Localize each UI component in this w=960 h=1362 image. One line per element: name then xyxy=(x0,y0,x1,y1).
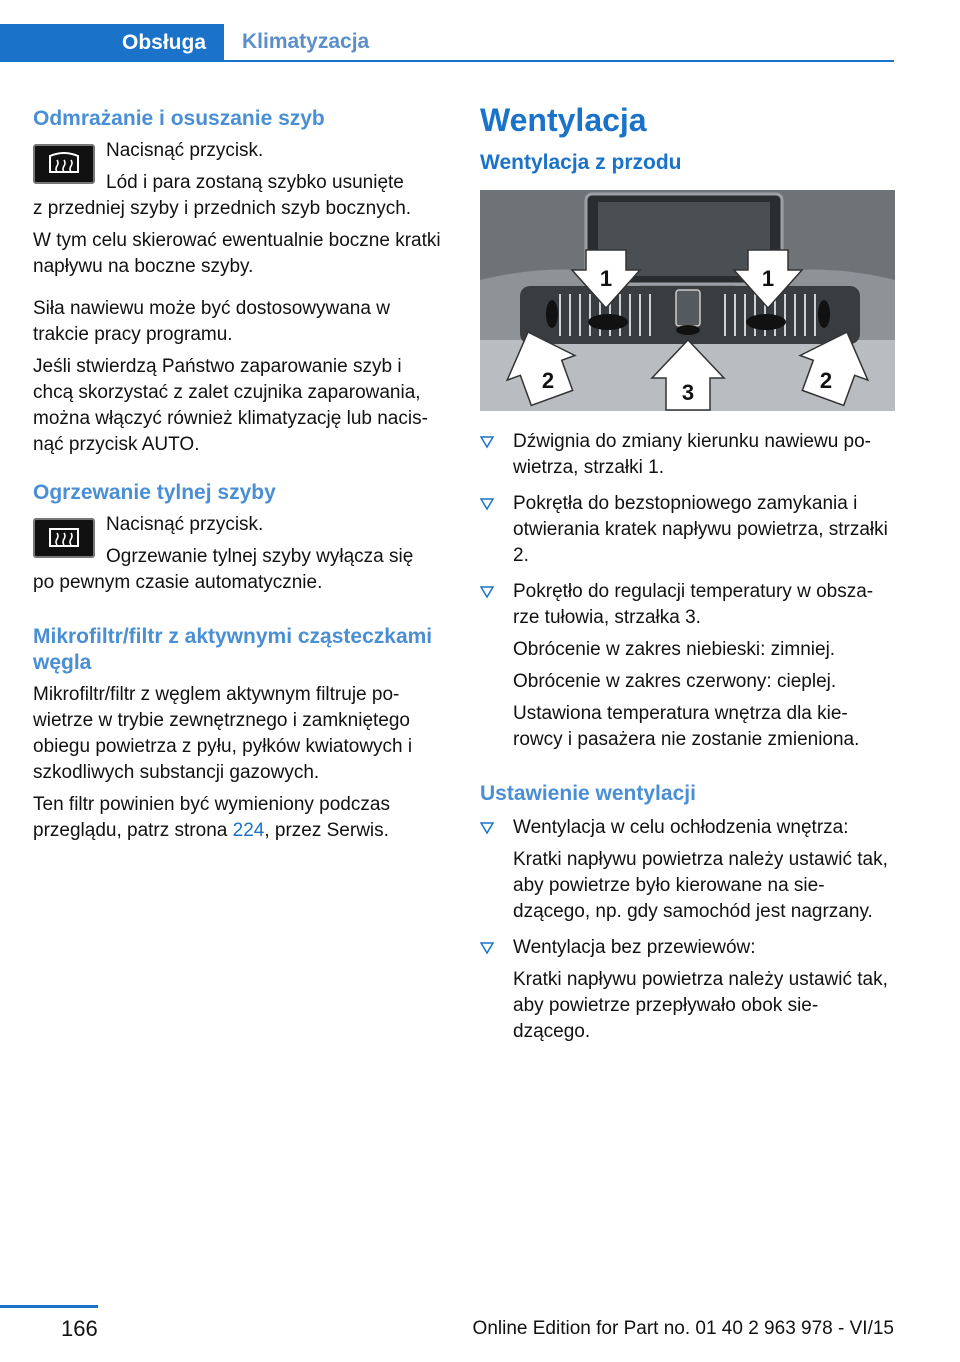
ventilation-title: Wentylacja xyxy=(480,102,647,138)
list1-sub-3: Ustawiona temperatura wnętrza dla kie‐rowcy i pasażera nie zostanie zmieniona. xyxy=(513,703,860,750)
list2-item-2-sub: Kratki napływu powietrza należy ustawić tak, aby powietrze przepływało obok sie‐dzącego. xyxy=(513,969,888,1042)
defrost-button-row xyxy=(33,138,445,196)
bullet-triangle-icon xyxy=(480,435,494,449)
arrow-label-2a: 2 xyxy=(541,368,555,393)
filter-p2-text-end: , przez Serwis. xyxy=(264,820,389,841)
rear-p2b: po pewnym czasie automatycznie. xyxy=(33,572,323,593)
rear-p2a: Ogrzewanie tylnej szyby wyłącza się xyxy=(106,546,414,567)
filter-p2-text: Ten filtr powinien być wymieniony podczas przeglądu, patrz strona xyxy=(33,794,390,841)
list1-sub-2: Obrócenie w zakres czerwony: cieplej. xyxy=(513,671,837,692)
filter-p2 xyxy=(33,792,445,844)
list-item xyxy=(480,935,895,1045)
list2-item-2: Wentylacja bez przewiewów: xyxy=(513,937,756,958)
list1-item-3: Pokrętło do regulacji temperatury w obsza‐rze tułowia, strzałka 3. xyxy=(513,581,874,628)
defrost-p2a: Lód i para zostaną szybko usunięte xyxy=(106,172,404,193)
defrost-p1: Nacisnąć przycisk. xyxy=(106,140,264,161)
list-item xyxy=(480,815,895,925)
list1-item-2: Pokrętła do bezstopniowego zamykania i otwierania kratek napływu powietrza, strzałki 2. xyxy=(513,493,888,566)
footer-accent-bar xyxy=(0,1305,98,1308)
bullet-triangle-icon xyxy=(480,497,494,511)
vent-controls-list xyxy=(480,429,895,631)
left-column xyxy=(33,100,445,844)
page-number: 166 xyxy=(61,1316,98,1341)
list-item xyxy=(480,491,895,569)
list-item xyxy=(480,579,895,631)
dashboard-vents-figure xyxy=(480,190,895,411)
arrow-label-1b: 1 xyxy=(761,266,775,291)
bullet-triangle-icon xyxy=(480,941,494,955)
arrow-label-1a: 1 xyxy=(599,266,613,291)
vent-settings-list xyxy=(480,815,895,1045)
vent-settings-heading: Ustawienie wentylacji xyxy=(480,782,696,805)
edition-info: Online Edition for Part no. 01 40 2 963 978 - VI/15 xyxy=(472,1318,894,1339)
rear-button-row xyxy=(33,512,445,570)
arrow-label-2b: 2 xyxy=(819,368,833,393)
defrost-p5: Jeśli stwierdzą Państwo zaparowanie szyb i chcą skorzystać z zalet czujnika zaparowania, można włączyć również klimatyzację lub nacis‐nąć przycisk AUTO. xyxy=(33,356,428,455)
list1-item-1: Dźwignia do zmiany kierunku nawiewu po‐wietrza, strzałki 1. xyxy=(513,431,872,478)
page-link-224[interactable]: 224 xyxy=(232,820,265,841)
front-ventilation-subtitle: Wentylacja z przodu xyxy=(480,151,682,174)
list2-item-1-sub: Kratki napływu powietrza należy ustawić tak, aby powietrze było kierowane na sie‐dzącego, np. gdy samochód jest nagrzany. xyxy=(513,849,888,922)
list-item xyxy=(480,429,895,481)
defrost-button-icon xyxy=(33,144,95,184)
page-header xyxy=(0,0,960,64)
rear-heating-heading: Ogrzewanie tylnej szyby xyxy=(33,481,276,504)
list1-sub-1: Obrócenie w zakres niebieski: zimniej. xyxy=(513,639,836,660)
tab-obsluga[interactable]: Obsługa xyxy=(0,24,224,62)
bullet-triangle-icon xyxy=(480,821,494,835)
right-column xyxy=(480,100,895,1045)
arrow-label-3: 3 xyxy=(681,380,695,405)
defrost-p4: Siła nawiewu może być dostosowywana w trakcie pracy programu. xyxy=(33,298,390,345)
rear-window-heat-icon xyxy=(33,518,95,558)
defrost-p2b: z przedniej szyby i przednich szyb bocznych. xyxy=(33,198,412,219)
filter-p1: Mikrofiltr/filtr z węglem aktywnym filtruje po‐wietrze w trybie zewnętrznego i zamkniętego obiegu powietrza z pyłu, pyłków kwiatowych i szkodliwych substancji gazowych. xyxy=(33,684,413,783)
list2-item-1: Wentylacja w celu ochłodzenia wnętrza: xyxy=(513,817,849,838)
tab-klimatyzacja[interactable]: Klimatyzacja xyxy=(224,24,894,62)
defrost-p3: W tym celu skierować ewentualnie boczne kratki napływu na boczne szyby. xyxy=(33,230,441,277)
bullet-triangle-icon xyxy=(480,585,494,599)
filter-heading: Mikrofiltr/filtr z aktywnymi cząsteczkami węgla xyxy=(33,625,433,674)
defrost-heading: Odmrażanie i osuszanie szyb xyxy=(33,107,325,130)
rear-p1: Nacisnąć przycisk. xyxy=(106,514,264,535)
